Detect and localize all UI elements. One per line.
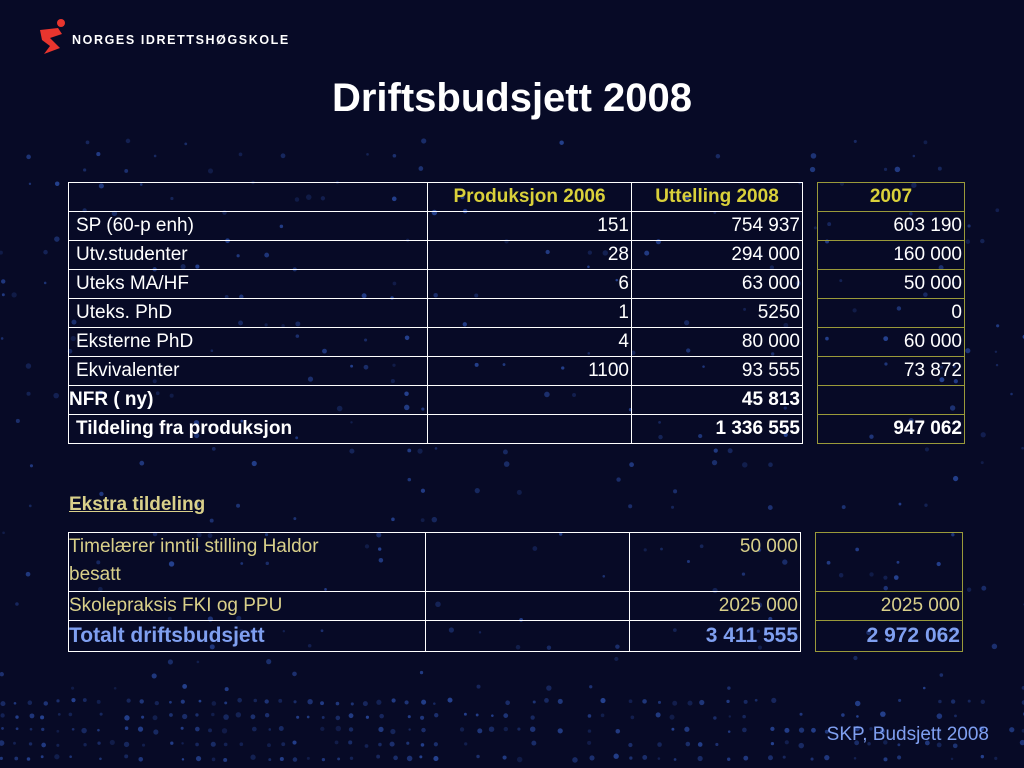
row-label: Eksterne PhD — [69, 328, 428, 357]
table-row — [69, 270, 965, 299]
cell-uttelling: 50 000 — [630, 533, 801, 592]
table-header-row — [69, 183, 965, 212]
table-row — [69, 212, 965, 241]
table-row — [69, 592, 963, 621]
cell-produksjon — [428, 386, 632, 415]
row-label: Totalt driftsbudsjett — [69, 621, 426, 652]
table-row — [69, 415, 965, 444]
logo — [36, 18, 290, 56]
cell-2007: 160 000 — [818, 241, 965, 270]
row-label: Uteks MA/HF — [69, 270, 428, 299]
table-row — [69, 386, 965, 415]
extra-section-heading: Ekstra tildeling — [69, 494, 206, 515]
page-title: Driftsbudsjett 2008 — [331, 76, 693, 120]
cell-2007: 73 872 — [818, 357, 965, 386]
cell-2007 — [818, 386, 965, 415]
table-row — [69, 299, 965, 328]
row-label-line1: Timelærer inntil stilling Haldor — [69, 536, 319, 557]
cell-uttelling: 5250 — [632, 299, 803, 328]
cell-2007: 2 972 062 — [816, 621, 963, 652]
row-label — [69, 533, 426, 592]
row-label-line2: besatt — [69, 564, 121, 585]
cell-uttelling: 93 555 — [632, 357, 803, 386]
cell-produksjon: 6 — [428, 270, 632, 299]
header-uttelling: Uttelling 2008 — [632, 183, 803, 212]
cell-produksjon — [426, 592, 630, 621]
table-row — [69, 241, 965, 270]
header-produksjon: Produksjon 2006 — [428, 183, 632, 212]
extra-table — [68, 532, 963, 652]
table-row — [69, 328, 965, 357]
cell-uttelling: 2025 000 — [630, 592, 801, 621]
row-label: SP (60-p enh) — [69, 212, 428, 241]
cell-uttelling: 3 411 555 — [630, 621, 801, 652]
row-label: Tildeling fra produksjon — [69, 415, 428, 444]
cell-uttelling: 80 000 — [632, 328, 803, 357]
footer-text: SKP, Budsjett 2008 — [826, 724, 989, 745]
cell-produksjon: 151 — [428, 212, 632, 241]
cell-2007: 50 000 — [818, 270, 965, 299]
cell-2007 — [816, 533, 963, 592]
cell-2007: 60 000 — [818, 328, 965, 357]
table-row-total — [69, 621, 963, 652]
row-label: Uteks. PhD — [69, 299, 428, 328]
budget-table — [68, 182, 965, 444]
header-blank — [69, 183, 428, 212]
row-label: NFR ( ny) — [69, 386, 428, 415]
table-row — [69, 533, 963, 592]
cell-2007: 603 190 — [818, 212, 965, 241]
table-row — [69, 357, 965, 386]
logo-text: NORGES IDRETTSHØGSKOLE — [72, 33, 290, 47]
cell-2007: 947 062 — [818, 415, 965, 444]
cell-produksjon — [428, 415, 632, 444]
cell-produksjon — [426, 621, 630, 652]
cell-uttelling: 294 000 — [632, 241, 803, 270]
cell-produksjon: 4 — [428, 328, 632, 357]
cell-produksjon — [426, 533, 630, 592]
header-2007: 2007 — [818, 183, 965, 212]
cell-2007: 2025 000 — [816, 592, 963, 621]
row-label: Utv.studenter — [69, 241, 428, 270]
cell-uttelling: 45 813 — [632, 386, 803, 415]
row-label: Skolepraksis FKI og PPU — [69, 592, 426, 621]
cell-2007: 0 — [818, 299, 965, 328]
cell-uttelling: 754 937 — [632, 212, 803, 241]
cell-produksjon: 28 — [428, 241, 632, 270]
cell-uttelling: 1 336 555 — [632, 415, 803, 444]
runner-icon — [36, 18, 70, 56]
cell-uttelling: 63 000 — [632, 270, 803, 299]
row-label: Ekvivalenter — [69, 357, 428, 386]
cell-produksjon: 1 — [428, 299, 632, 328]
cell-produksjon: 1100 — [428, 357, 632, 386]
